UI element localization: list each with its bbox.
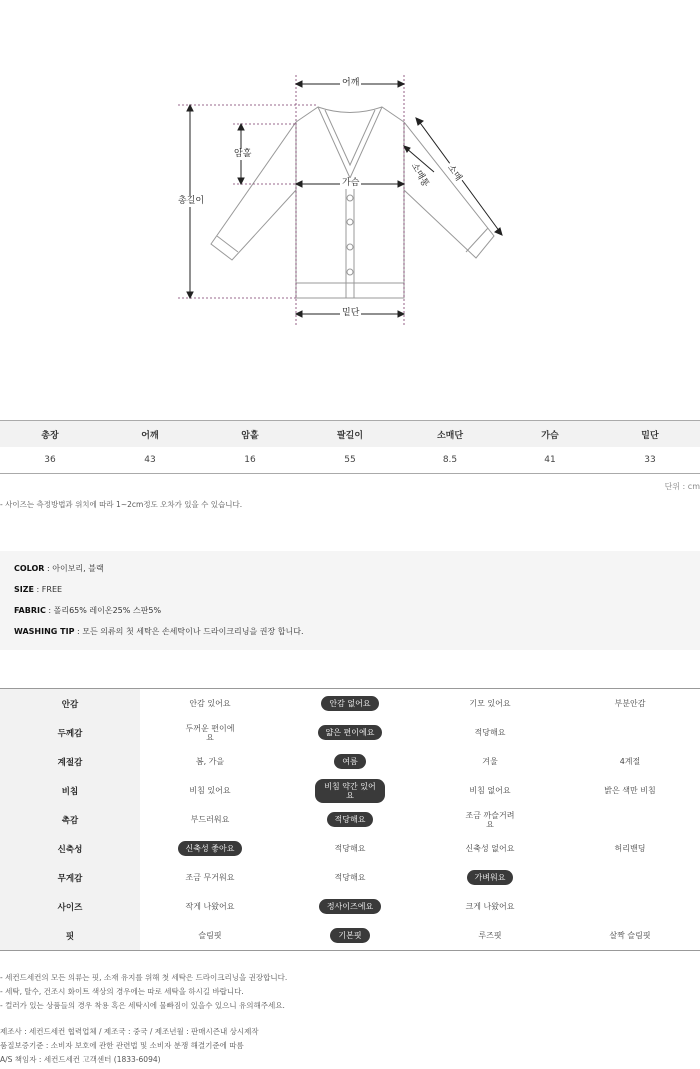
attribute-label: 안감 bbox=[0, 689, 140, 718]
attribute-option bbox=[280, 812, 420, 827]
attribute-option bbox=[140, 870, 280, 885]
header-cell: 어깨 bbox=[141, 430, 159, 441]
option-text: 안감 있어요 bbox=[189, 699, 231, 708]
option-text: 허리밴딩 bbox=[614, 844, 646, 853]
size-key: SIZE bbox=[14, 585, 35, 594]
info-washing bbox=[14, 626, 686, 647]
attribute-option bbox=[140, 812, 280, 827]
attribute-label: 신축성 bbox=[0, 834, 140, 863]
washing-value: : 모든 의류의 첫 세탁은 손세탁이나 드라이크리닝을 권장 합니다. bbox=[74, 627, 304, 636]
maker-note: 품질보증기준 : 소비자 보호에 관한 관련법 및 소비자 분쟁 해결기준에 따름 bbox=[0, 1041, 244, 1050]
attribute-option bbox=[560, 904, 700, 910]
attribute-option bbox=[140, 928, 280, 943]
option-text: 기모 있어요 bbox=[469, 699, 511, 708]
attribute-option bbox=[280, 928, 420, 943]
header-cell: 가슴 bbox=[541, 430, 559, 441]
attribute-option bbox=[140, 899, 280, 914]
attribute-option bbox=[420, 928, 560, 943]
attribute-option bbox=[140, 783, 280, 798]
size-value: : FREE bbox=[34, 585, 63, 594]
attribute-option bbox=[420, 696, 560, 711]
header-cell: 밑단 bbox=[641, 430, 659, 441]
fabric-value: : 폴리65% 레이온25% 스판5% bbox=[45, 606, 162, 615]
attribute-option bbox=[560, 841, 700, 856]
fabric-key: FABRIC bbox=[14, 606, 46, 615]
attribute-option bbox=[280, 696, 420, 711]
size-table-row bbox=[0, 447, 700, 473]
attribute-row bbox=[0, 776, 700, 805]
header-cell: 총장 bbox=[41, 430, 59, 441]
attribute-label: 무게감 bbox=[0, 863, 140, 892]
info-color bbox=[14, 563, 686, 584]
value-cell: 43 bbox=[144, 455, 156, 465]
value-cell: 16 bbox=[244, 455, 256, 465]
label-cuff: 소매통 bbox=[407, 160, 432, 192]
attribute-option bbox=[280, 754, 420, 769]
size-unit: 단위 : cm bbox=[664, 482, 700, 491]
size-note: - 사이즈는 측정방법과 위치에 따라 1~2cm정도 오차가 있을 수 있습니다. bbox=[0, 500, 243, 509]
value-cell: 36 bbox=[44, 455, 56, 465]
option-text bbox=[622, 904, 638, 910]
attribute-option bbox=[280, 725, 420, 740]
option-text: 크게 나왔어요 bbox=[465, 902, 515, 911]
attribute-option bbox=[280, 870, 420, 885]
attribute-option bbox=[560, 783, 700, 798]
option-text: 적당해요 bbox=[334, 873, 366, 882]
option-text: 루즈핏 bbox=[478, 931, 502, 940]
selected-option-badge: 적당해요 bbox=[327, 812, 374, 827]
option-text: 밝은 색만 비침 bbox=[604, 786, 656, 795]
attribute-option bbox=[560, 817, 700, 823]
color-value: : 아이보리, 블랙 bbox=[44, 564, 104, 573]
attribute-label: 촉감 bbox=[0, 805, 140, 834]
attribute-option bbox=[560, 696, 700, 711]
measurement-diagram bbox=[0, 0, 700, 380]
attribute-option bbox=[420, 783, 560, 798]
attribute-option bbox=[420, 870, 560, 885]
option-text: 신축성 없어요 bbox=[465, 844, 515, 853]
selected-option-badge: 가벼워요 bbox=[467, 870, 514, 885]
info-fabric bbox=[14, 605, 686, 626]
washing-key: WASHING TIP bbox=[14, 627, 75, 636]
option-text bbox=[622, 817, 638, 823]
header-cell: 암홀 bbox=[241, 430, 259, 441]
attribute-row bbox=[0, 718, 700, 747]
attribute-option bbox=[420, 808, 560, 832]
option-text: 적당해요 bbox=[474, 728, 506, 737]
header-cell: 소매단 bbox=[436, 430, 464, 441]
option-text: 4계절 bbox=[619, 757, 641, 766]
attribute-row bbox=[0, 689, 700, 718]
attribute-row bbox=[0, 805, 700, 834]
attribute-option bbox=[420, 725, 560, 740]
label-sleeve: 소매 bbox=[443, 162, 464, 186]
header-cell: 팔길이 bbox=[336, 430, 364, 441]
maker-note: A/S 책임자 : 세컨드세컨 고객센터 (1833-6094) bbox=[0, 1055, 161, 1064]
care-notes bbox=[0, 971, 287, 1013]
option-text: 조금 까슬거려요 bbox=[465, 810, 515, 829]
option-text: 부분안감 bbox=[614, 699, 646, 708]
option-text: 겨울 bbox=[482, 757, 498, 766]
attribute-option bbox=[140, 841, 280, 856]
selected-option-badge: 비침 약간 있어요 bbox=[315, 779, 385, 803]
value-cell: 33 bbox=[644, 455, 656, 465]
option-text: 부드러워요 bbox=[190, 815, 230, 824]
attribute-option bbox=[420, 899, 560, 914]
attribute-option bbox=[560, 730, 700, 736]
selected-option-badge: 신축성 좋아요 bbox=[178, 841, 243, 856]
value-cell: 41 bbox=[544, 455, 556, 465]
attribute-row bbox=[0, 747, 700, 776]
attribute-option bbox=[280, 779, 420, 803]
option-text: 비침 없어요 bbox=[469, 786, 511, 795]
attribute-row bbox=[0, 834, 700, 863]
attribute-row bbox=[0, 892, 700, 921]
option-text bbox=[622, 730, 638, 736]
attribute-option bbox=[560, 754, 700, 769]
option-text: 두꺼운 편이에요 bbox=[185, 723, 235, 742]
selected-option-badge: 정사이즈에요 bbox=[319, 899, 381, 914]
product-info bbox=[0, 551, 700, 650]
option-text bbox=[622, 875, 638, 881]
attribute-label: 핏 bbox=[0, 921, 140, 950]
attribute-label: 두께감 bbox=[0, 718, 140, 747]
attribute-label: 비침 bbox=[0, 776, 140, 805]
care-note: - 컬러가 있는 상품들의 경우 착용 혹은 세탁시에 물빠짐이 있을수 있으니 유의해주세요. bbox=[0, 1001, 285, 1010]
attribute-option bbox=[560, 928, 700, 943]
label-hem: 밑단 bbox=[342, 308, 360, 318]
attribute-option bbox=[140, 754, 280, 769]
value-cell: 8.5 bbox=[442, 455, 458, 465]
option-text: 비침 있어요 bbox=[189, 786, 231, 795]
attribute-option bbox=[140, 696, 280, 711]
attribute-label: 사이즈 bbox=[0, 892, 140, 921]
cardigan-sketch bbox=[0, 0, 700, 380]
maker-note: 제조사 : 세컨드세컨 협력업체 / 제조국 : 중국 / 제조년월 : 판매시즌내 상시제작 bbox=[0, 1027, 259, 1036]
info-size bbox=[14, 584, 686, 605]
attribute-row bbox=[0, 921, 700, 950]
size-table bbox=[0, 420, 700, 474]
selected-option-badge: 기본핏 bbox=[330, 928, 369, 943]
maker-notes bbox=[0, 1025, 259, 1067]
attribute-option bbox=[140, 721, 280, 745]
option-text: 적당해요 bbox=[334, 844, 366, 853]
size-table-header bbox=[0, 421, 700, 447]
option-text: 살짝 슬림핏 bbox=[609, 931, 651, 940]
option-text: 조금 무거워요 bbox=[185, 873, 235, 882]
option-text: 봄, 가을 bbox=[195, 757, 225, 766]
attribute-option bbox=[420, 841, 560, 856]
color-key: COLOR bbox=[14, 564, 45, 573]
attribute-label: 계절감 bbox=[0, 747, 140, 776]
label-shoulder: 어깨 bbox=[342, 78, 360, 88]
option-text: 슬림핏 bbox=[198, 931, 222, 940]
attribute-option bbox=[280, 841, 420, 856]
care-note: - 세탁, 탈수, 건조시 화이트 색상의 경우에는 따로 세탁을 하시길 바랍니다. bbox=[0, 987, 244, 996]
label-chest: 가슴 bbox=[342, 178, 360, 188]
attribute-option bbox=[280, 899, 420, 914]
attribute-table bbox=[0, 688, 700, 951]
attribute-option bbox=[560, 875, 700, 881]
option-text: 작게 나왔어요 bbox=[185, 902, 235, 911]
selected-option-badge: 안감 없어요 bbox=[321, 696, 378, 711]
value-cell: 55 bbox=[344, 455, 356, 465]
selected-option-badge: 얇은 편이에요 bbox=[318, 725, 383, 740]
label-total-length: 총길이 bbox=[178, 196, 205, 206]
label-armhole: 암홀 bbox=[234, 149, 252, 159]
care-note: - 세컨드세컨의 모든 의류는 핏, 소재 유지를 위해 첫 세탁은 드라이크리닝을 권장합니다. bbox=[0, 973, 288, 982]
selected-option-badge: 여름 bbox=[334, 754, 365, 769]
attribute-row bbox=[0, 863, 700, 892]
attribute-option bbox=[420, 754, 560, 769]
